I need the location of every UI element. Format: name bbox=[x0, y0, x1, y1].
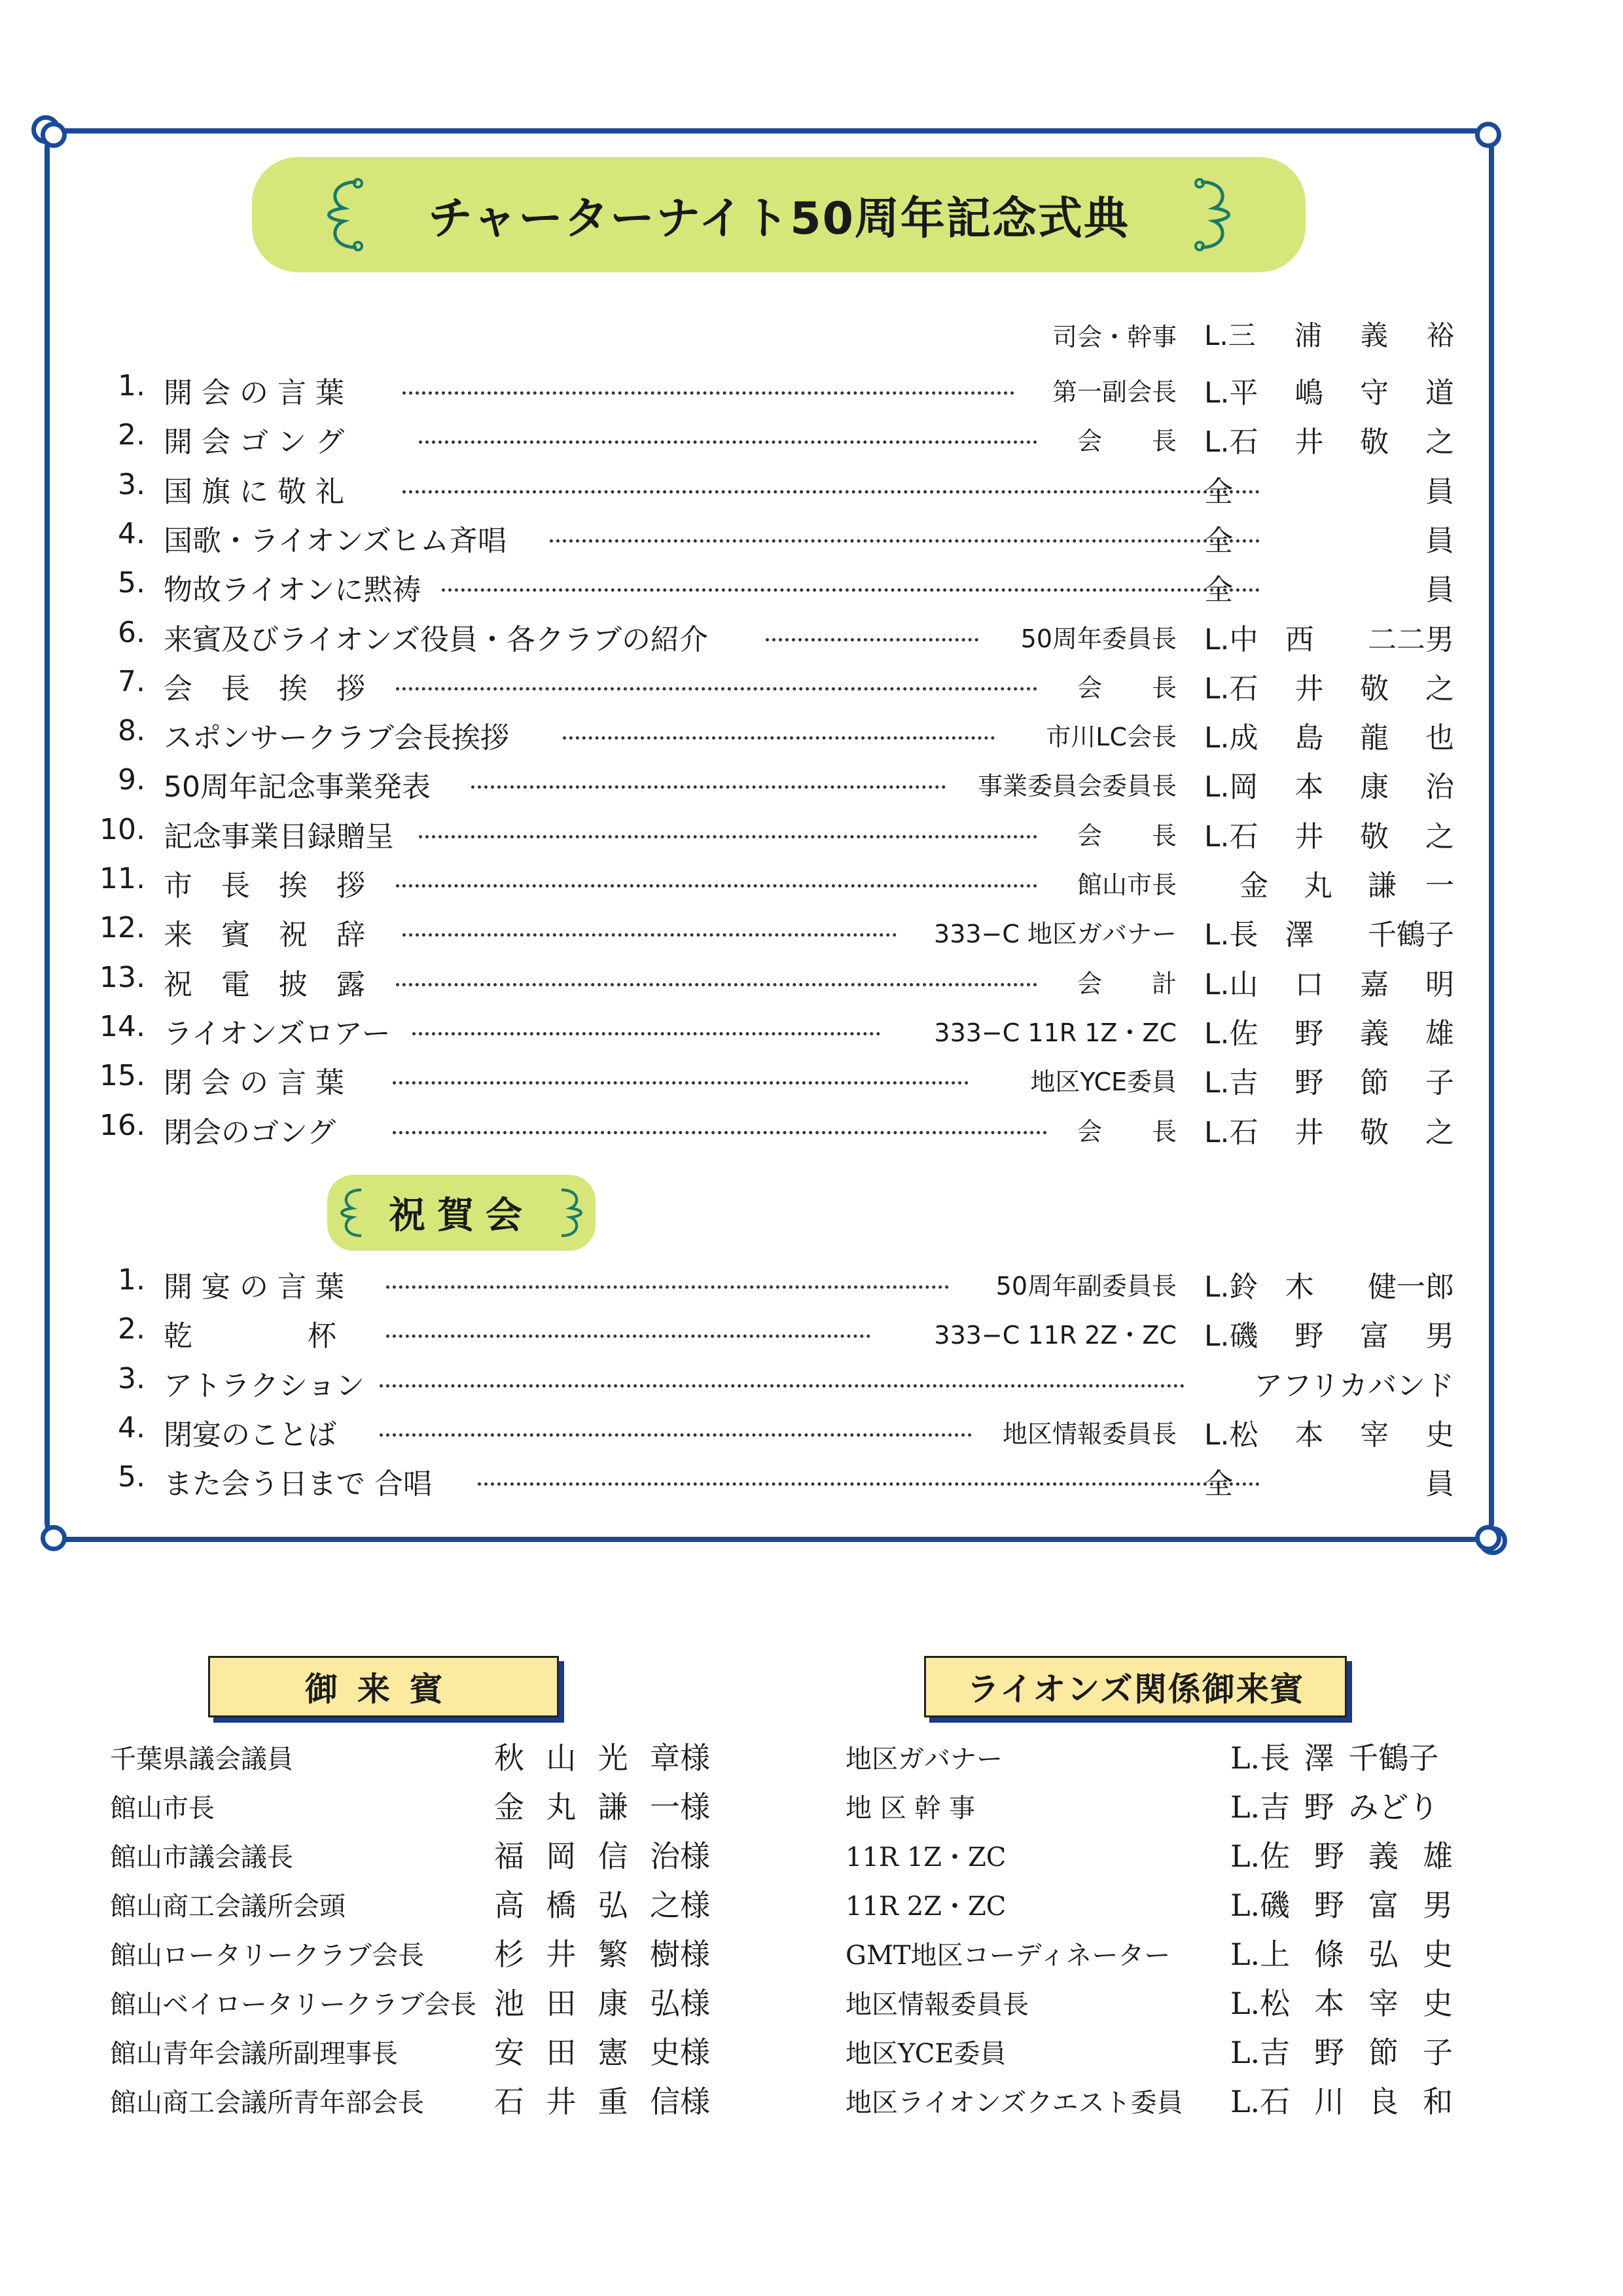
guest-name: L.石 川 良 和 bbox=[1230, 2084, 1453, 2119]
guest-organization: 館山青年会議所副理事長 bbox=[110, 2039, 398, 2069]
item-person: L.石 井 敬 之 bbox=[1204, 819, 1454, 853]
leader-dots bbox=[412, 1032, 880, 1035]
scroll-ornament-icon bbox=[334, 1184, 370, 1242]
program-item bbox=[0, 665, 1623, 706]
item-label: 国歌・ライオンズヒム斉唱 bbox=[164, 524, 507, 558]
leader-dots bbox=[396, 687, 1037, 691]
guest-organization: 館山商工会議所会頭 bbox=[110, 1892, 346, 1922]
item-person: L.平 嶋 守 道 bbox=[1204, 376, 1454, 410]
guest-organization: 館山ベイロータリークラブ会長 bbox=[110, 1990, 476, 2020]
item-label: ライオンズロアー bbox=[164, 1016, 391, 1050]
program-item bbox=[0, 1263, 1623, 1304]
guest-organization: 地区情報委員長 bbox=[846, 1990, 1029, 2020]
item-role: 会 長 bbox=[1077, 821, 1177, 850]
item-label: 記念事業目録贈呈 bbox=[164, 819, 394, 853]
item-role: 会 長 bbox=[1077, 1117, 1177, 1146]
guest-row bbox=[110, 1734, 710, 1774]
scroll-ornament-icon bbox=[317, 177, 370, 253]
item-role: 50周年副委員長 bbox=[995, 1272, 1177, 1300]
program-item bbox=[0, 961, 1623, 1001]
program-item bbox=[0, 566, 1623, 607]
program-item bbox=[0, 1312, 1623, 1353]
item-label: 閉 会 の 言 葉 bbox=[164, 1066, 344, 1100]
guest-row bbox=[110, 1931, 710, 1970]
guest-row bbox=[846, 2078, 1453, 2117]
item-person: アフリカバンド bbox=[1254, 1369, 1454, 1403]
item-label: 来賓及びライオンズ役員・各クラブの紹介 bbox=[164, 622, 709, 656]
item-label: 閉宴のことば bbox=[164, 1418, 336, 1452]
program-item bbox=[0, 517, 1623, 558]
item-number: 16. bbox=[99, 1108, 145, 1142]
item-number: 4. bbox=[118, 516, 145, 550]
item-label: 開 会 ゴ ン グ bbox=[164, 425, 344, 459]
scroll-ornament-icon bbox=[552, 1184, 589, 1242]
item-label: 会 長 挨 拶 bbox=[164, 672, 365, 706]
item-person: 全 員 bbox=[1204, 475, 1454, 509]
item-role: 事業委員会委員長 bbox=[977, 772, 1177, 801]
guest-row bbox=[110, 1833, 710, 1872]
guest-name: L.佐 野 義 雄 bbox=[1230, 1839, 1453, 1874]
item-label: 市 長 挨 拶 bbox=[164, 869, 365, 903]
item-number: 4. bbox=[118, 1410, 145, 1444]
guest-row bbox=[846, 1734, 1453, 1774]
item-label: 国 旗 に 敬 礼 bbox=[164, 475, 344, 509]
item-number: 9. bbox=[118, 763, 145, 797]
item-label: 物故ライオンに黙祷 bbox=[164, 573, 421, 607]
item-person: 全 員 bbox=[1204, 573, 1454, 607]
item-role: 館山市長 bbox=[1077, 870, 1177, 899]
leader-dots bbox=[419, 835, 1037, 838]
guest-organization: 館山商工会議所青年部会長 bbox=[110, 2088, 424, 2118]
program-item bbox=[0, 1010, 1623, 1050]
leader-dots bbox=[550, 539, 1260, 543]
party-banner bbox=[327, 1175, 596, 1251]
item-number: 10. bbox=[99, 812, 145, 846]
program-item bbox=[0, 714, 1623, 755]
program-item bbox=[0, 1109, 1623, 1149]
frame-curl-top-right bbox=[1475, 122, 1501, 148]
item-number: 1. bbox=[118, 369, 145, 403]
item-number: 2. bbox=[118, 418, 145, 452]
leader-dots bbox=[402, 933, 897, 937]
leader-dots bbox=[402, 391, 1014, 395]
party-title: 祝賀会 bbox=[389, 1194, 534, 1237]
guests-heading: 御来賓 bbox=[208, 1656, 559, 1717]
leader-dots bbox=[396, 983, 1037, 986]
title-banner bbox=[252, 157, 1306, 272]
program-item bbox=[0, 862, 1623, 903]
guest-name: L.吉 野 節 子 bbox=[1230, 2035, 1453, 2070]
leader-dots bbox=[396, 884, 1037, 888]
guest-name: 安 田 憲 史様 bbox=[494, 2035, 710, 2070]
scroll-ornament-icon bbox=[1188, 177, 1240, 253]
leader-dots bbox=[442, 588, 1260, 592]
item-number: 3. bbox=[118, 1361, 145, 1395]
item-person: L.山 口 嘉 明 bbox=[1204, 967, 1454, 1001]
item-person: L.佐 野 義 雄 bbox=[1204, 1016, 1454, 1050]
item-role: 333−C 地区ガバナー bbox=[934, 920, 1177, 949]
item-label: 開 会 の 言 葉 bbox=[164, 376, 344, 410]
item-role: 地区情報委員長 bbox=[1002, 1419, 1177, 1448]
item-role: 市川LC会長 bbox=[1046, 723, 1177, 752]
item-label: 来 賓 祝 辞 bbox=[164, 918, 365, 952]
item-number: 15. bbox=[99, 1059, 145, 1093]
item-role: 会 長 bbox=[1077, 673, 1177, 702]
item-person: 全 員 bbox=[1204, 1467, 1454, 1501]
item-person: 金 丸 謙 一 bbox=[1240, 869, 1454, 903]
item-number: 7. bbox=[118, 664, 145, 698]
guest-name: 池 田 康 弘様 bbox=[494, 1986, 710, 2021]
item-number: 8. bbox=[118, 714, 145, 748]
item-person: L.石 井 敬 之 bbox=[1204, 672, 1454, 706]
item-person: L.石 井 敬 之 bbox=[1204, 1115, 1454, 1149]
item-role: 333−C 11R 1Z・ZC bbox=[934, 1018, 1177, 1047]
guest-row bbox=[110, 1980, 710, 2019]
item-number: 1. bbox=[118, 1263, 145, 1297]
guest-organization: 地区YCE委員 bbox=[846, 2039, 1007, 2069]
leader-dots bbox=[386, 1335, 870, 1338]
program-item bbox=[0, 616, 1623, 656]
program-item bbox=[0, 418, 1623, 459]
item-number: 2. bbox=[118, 1312, 145, 1346]
item-number: 12. bbox=[99, 911, 145, 945]
guest-row bbox=[846, 1784, 1453, 1823]
item-person: 全 員 bbox=[1204, 524, 1454, 558]
item-person: L.松 本 宰 史 bbox=[1204, 1418, 1454, 1452]
guest-organization: 11R 1Z・ZC bbox=[846, 1842, 1007, 1873]
leader-dots bbox=[766, 638, 978, 641]
item-person: L.長 澤 千鶴子 bbox=[1204, 918, 1454, 952]
emcee-name: L.三 浦 義 裕 bbox=[1204, 319, 1454, 351]
guest-name: 福 岡 信 治様 bbox=[494, 1839, 710, 1874]
guest-name: L.長 澤 千鶴子 bbox=[1230, 1740, 1439, 1776]
item-label: 閉会のゴング bbox=[164, 1115, 336, 1149]
item-person: L.中 西 二二男 bbox=[1204, 622, 1454, 656]
item-label: スポンサークラブ会長挨拶 bbox=[164, 721, 509, 755]
program-item bbox=[0, 1411, 1623, 1452]
program-item bbox=[0, 813, 1623, 853]
guest-row bbox=[110, 2078, 710, 2117]
emcee-line bbox=[0, 314, 1623, 353]
guest-row bbox=[846, 1882, 1453, 1921]
guest-name: 高 橋 弘 之様 bbox=[494, 1888, 710, 1923]
frame-curl-bottom-right bbox=[1475, 1525, 1501, 1551]
lions-guests-heading: ライオンズ関係御来賓 bbox=[924, 1656, 1347, 1717]
guest-row bbox=[110, 1784, 710, 1823]
guest-organization: 11R 2Z・ZC bbox=[846, 1892, 1007, 1922]
program-item bbox=[0, 763, 1623, 804]
guest-organization: 館山市長 bbox=[110, 1793, 215, 1823]
item-label: 50周年記念事業発表 bbox=[164, 770, 431, 804]
item-person: L.成 島 龍 也 bbox=[1204, 721, 1454, 755]
guest-row bbox=[110, 2029, 710, 2068]
leader-dots bbox=[393, 1081, 969, 1085]
guest-organization: 館山ロータリークラブ会長 bbox=[110, 1941, 424, 1971]
item-role: 50周年委員長 bbox=[1020, 624, 1177, 653]
item-number: 11. bbox=[99, 862, 145, 895]
item-role: 第一副会長 bbox=[1052, 378, 1177, 406]
program-item bbox=[0, 1059, 1623, 1100]
leader-dots bbox=[393, 1131, 1047, 1134]
item-role: 会 計 bbox=[1077, 969, 1177, 998]
guest-name: L.松 本 宰 史 bbox=[1230, 1986, 1453, 2021]
item-number: 13. bbox=[99, 960, 145, 994]
guest-row bbox=[846, 1833, 1453, 1872]
guest-name: L.上 條 弘 史 bbox=[1230, 1937, 1453, 1972]
page-title: チャーターナイト50周年記念式典 bbox=[428, 192, 1130, 245]
item-person: L.鈴 木 健一郎 bbox=[1204, 1270, 1454, 1304]
program-item bbox=[0, 369, 1623, 410]
guest-name: 金 丸 謙 一様 bbox=[494, 1789, 710, 1825]
leader-dots bbox=[380, 1384, 1185, 1388]
leader-dots bbox=[419, 440, 1037, 444]
item-role: 会 長 bbox=[1077, 427, 1177, 456]
emcee-role: 司会・幹事 bbox=[1052, 323, 1177, 351]
guest-organization: 千葉県議会議員 bbox=[110, 1744, 293, 1774]
guest-organization: 館山市議会議長 bbox=[110, 1842, 293, 1873]
item-label: また会う日まで 合唱 bbox=[164, 1467, 432, 1501]
guest-name: 杉 井 繁 樹様 bbox=[494, 1937, 710, 1972]
guest-name: L.磯 野 富 男 bbox=[1230, 1888, 1453, 1923]
item-label: 開 宴 の 言 葉 bbox=[164, 1270, 344, 1304]
item-person: L.吉 野 節 子 bbox=[1204, 1066, 1454, 1100]
leader-dots bbox=[563, 736, 995, 740]
item-number: 5. bbox=[118, 566, 145, 600]
leader-dots bbox=[402, 490, 1260, 493]
leader-dots bbox=[478, 1482, 1260, 1486]
program-item bbox=[0, 1362, 1623, 1403]
guest-row bbox=[846, 2029, 1453, 2068]
guest-row bbox=[110, 1882, 710, 1921]
item-number: 5. bbox=[118, 1460, 145, 1494]
item-label: アトラクション bbox=[164, 1369, 365, 1403]
item-label: 祝 電 披 露 bbox=[164, 967, 365, 1001]
guest-organization: GMT地区コーディネーター bbox=[846, 1941, 1171, 1971]
frame-curl-top-left bbox=[41, 122, 67, 148]
item-person: L.磯 野 富 男 bbox=[1204, 1319, 1454, 1354]
leader-dots bbox=[471, 785, 946, 789]
guest-name: 秋 山 光 章様 bbox=[494, 1740, 710, 1776]
item-role: 333−C 11R 2Z・ZC bbox=[934, 1321, 1177, 1350]
guest-organization: 地 区 幹 事 bbox=[846, 1793, 976, 1823]
guest-row bbox=[846, 1980, 1453, 2019]
guest-name: 石 井 重 信様 bbox=[494, 2084, 710, 2119]
guest-organization: 地区ライオンズクエスト委員 bbox=[846, 2088, 1183, 2118]
guest-organization: 地区ガバナー bbox=[846, 1744, 1003, 1774]
item-person: L.岡 本 康 治 bbox=[1204, 770, 1454, 804]
leader-dots bbox=[380, 1433, 972, 1437]
item-label: 乾 杯 bbox=[164, 1319, 336, 1354]
item-role: 地区YCE委員 bbox=[1030, 1067, 1177, 1097]
item-number: 14. bbox=[99, 1009, 145, 1043]
program-item bbox=[0, 911, 1623, 952]
item-number: 6. bbox=[118, 615, 145, 649]
guest-name: L.吉 野 みどり bbox=[1230, 1789, 1439, 1825]
leader-dots bbox=[386, 1285, 949, 1289]
program-item bbox=[0, 468, 1623, 509]
item-number: 3. bbox=[118, 467, 145, 501]
guest-row bbox=[846, 1931, 1453, 1970]
item-person: L.石 井 敬 之 bbox=[1204, 425, 1454, 459]
frame-curl-bottom-left bbox=[41, 1525, 67, 1551]
program-item bbox=[0, 1460, 1623, 1501]
